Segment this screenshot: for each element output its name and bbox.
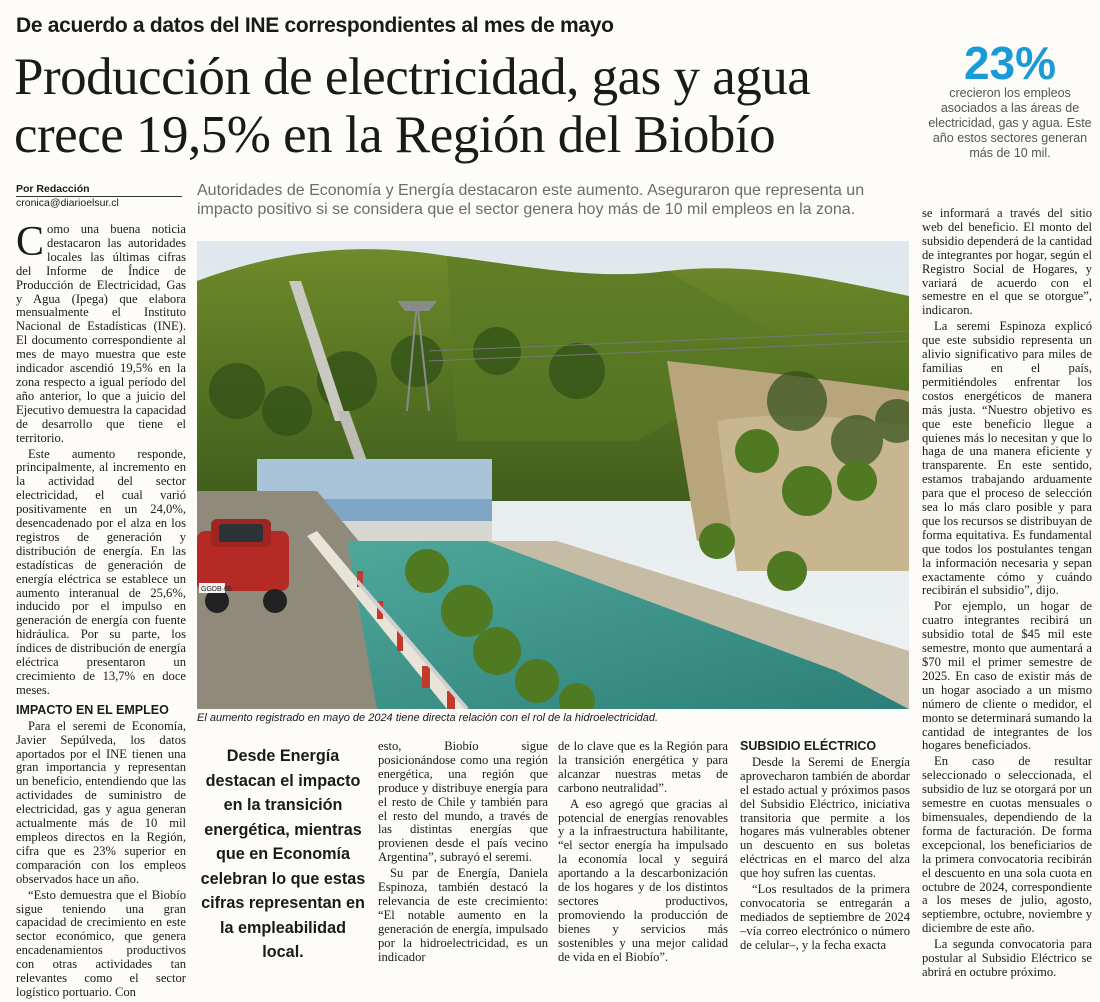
kicker: De acuerdo a datos del INE correspondientes al mes de mayo bbox=[16, 14, 614, 37]
paragraph: se informará a través del sitio web del beneficio. El monto del subsidio dependerá de la cantidad de integrantes por hogar, según el Registro Social de Hogares, y variará de acuerdo con el semestre en el que se otorgue”, indicaron. bbox=[922, 206, 1092, 318]
paragraph: En caso de resultar seleccionado o seleccionada, el subsidio de luz se otorgará por un semestre en cuotas mensuales o bimensuales, dependiendo de la forma de facturación. De forma excepcional, los beneficiarios de la primera convocatoria recibirán el descuento en una sola cuota en octubre de 2024, correspondiente a los meses de julio, agosto, septiembre, octubre, noviembre y diciembre de este año. bbox=[922, 754, 1092, 936]
paragraph: esto, Biobío sigue posicionándose como una región energética, una región que produce y distribuye energía para el resto de Chile y también para el resto del mundo, a través de las distintas energías que provienen desde el país vecino Argentina”, subrayó el seremi. bbox=[378, 739, 548, 865]
byline-divider bbox=[16, 196, 182, 197]
stat-description: crecieron los empleos asociados a las áreas de electricidad, gas y agua. Este año estos sectores generan más de 10 mil. bbox=[928, 86, 1092, 160]
article-column-5 bbox=[922, 207, 1092, 982]
paragraph: Desde la Seremi de Energía aprovecharon también de abordar el estado actual y próximos pasos del Subsidio Eléctrico, iniciativa transitoria que permite a los hogares más vulnerables obtener un descuento en sus boletas eléctricas en el marco del alza que hoy sufren las cuentas. bbox=[740, 754, 910, 881]
photo-caption: El aumento registrado en mayo de 2024 tiene directa relación con el rol de la hidroelectricidad. bbox=[197, 712, 659, 724]
paragraph: La seremi Espinoza explicó que este subsidio representa un alivio significativo para miles de familias en el país, permitiéndoles enfrentar los costos energéticos de manera más justa. “Nuestro objetivo es que este beneficio llegue a quienes más lo necesitan y que lo haga de una manera eficiente y transparente. En este sentido, estamos trabajando arduamente para que el proceso de selección sea lo más claro posible y para que los recursos se distribuyan de forma equitativa. Es fundamental que todos los postulantes tengan la información necesaria y sepan exactamente cómo y cuándo recibirán el subsidio”, dijo. bbox=[922, 319, 1092, 598]
paragraph: “Esto demuestra que el Biobío sigue teniendo una gran capacidad de crecimiento en este sector económico, que genera encadenamientos productivos con otras actividades tan relevantes como el sector logístico portuario. Con bbox=[16, 887, 186, 999]
article-column-4 bbox=[740, 740, 910, 955]
paragraph: de lo clave que es la Región para la transición energética y para alcanzar nuestras metas de carbono neutralidad”. bbox=[558, 739, 728, 795]
headline bbox=[14, 48, 914, 164]
subhead-employment: IMPACTO EN EL EMPLEO bbox=[16, 702, 169, 717]
byline-author: Por Redacción bbox=[16, 183, 90, 195]
byline-email[interactable]: cronica@diarioelsur.cl bbox=[16, 197, 119, 209]
paragraph: Para el seremi de Economía, Javier Sepúlveda, los datos aportados por el INE tienen una gran importancia y representan un beneficio, entendiendo que las actividades de suministro de electricidad, gas y agua generan actualmente más de 10 mil empleos directos en la Región, cifra que es 23% superior en comparación con los empleos observados hace un año. bbox=[16, 718, 186, 886]
paragraph: Su par de Energía, Daniela Espinoza, también destacó la relevancia de este crecimiento: “El notable aumento en la generación de energía, impulsado por la hidroelectricidad, es un indicador bbox=[378, 866, 548, 964]
hydroelectric-photo bbox=[197, 241, 909, 709]
headline-line-1: Producción de electricidad, gas y agua bbox=[14, 48, 811, 106]
deck: Autoridades de Economía y Energía destacaron este aumento. Aseguraron que representa un impacto positivo si se considera que el sector genera hoy más de 10 mil empleos en la zona. bbox=[197, 182, 865, 218]
dropcap: C bbox=[16, 219, 45, 265]
headline-line-2: crece 19,5% en la Región del Biobío bbox=[14, 106, 776, 164]
paragraph: Como una buena noticia destacaron las autoridades locales las últimas cifras del Informe de Índice de Producción de Electricidad, Gas y Agua (Ipega) que elabora mensualmente el Instituto Nacional de Estadísticas (INE). El documento correspondiente al mes de mayo muestra que este indicador ascendió 19,5% en la zona respecto a igual período del año anterior, lo que a juicio del Ejecutivo demuestra la capacidad de desarrollo que tiene el territorio. bbox=[16, 219, 186, 445]
license-plate: GGDB·65 bbox=[201, 586, 232, 593]
subhead-subsidy: SUBSIDIO ELÉCTRICO bbox=[740, 739, 877, 753]
paragraph: A eso agregó que gracias al potencial de energías renovables y a la infraestructura habilitante, “el sector energía ha impulsado la economía local y seguirá aportando a la descarbonización de los hogares y de los distintos sectores productivos, promoviendo la producción de bienes y servicios más sostenibles y una mejor calidad de vida en el Biobío”. bbox=[558, 796, 728, 964]
paragraph: “Los resultados de la primera convocatoria se entregarán a mediados de septiembre de 2024 –vía correo electrónico o número de celular–, y la fecha exacta bbox=[740, 882, 910, 952]
stat-value: 23% bbox=[963, 37, 1057, 89]
article-column-3 bbox=[558, 740, 728, 967]
pull-quote: Desde Energía destacan el impacto en la transición energética, mientras que en Economía celebran lo que estas cifras representan en la empleabilidad local. bbox=[200, 747, 366, 961]
paragraph: La segunda convocatoria para postular al Subsidio Eléctrico se abrirá en octubre próximo. bbox=[922, 937, 1092, 979]
paragraph: Por ejemplo, un hogar de cuatro integrantes recibirá un subsidio total de $45 mil este semestre, monto que aumentará a $70 mil el primer semestre de 2025. En caso de existir más de un hogar asociado a un mismo número de cliente o medidor, el monto se determinará sumando la cantidad de integrantes de los hogares beneficiados. bbox=[922, 599, 1092, 753]
article-column-1 bbox=[16, 219, 186, 1002]
paragraph: Este aumento responde, principalmente, al incremento en la actividad del sector electricidad, el cual varió positivamente en un 24,0%, desencadenado por el alza en los registros de generación y distribución de energía. En las estadísticas de generación de energía eléctrica se establece un aumento interanual de 25,6%, inducido por el impulso en generación de energía con fuente hidráulica. Por su parte, los índices de distribución de energía eléctrica presentaron un crecimiento de 13,7% en doce meses. bbox=[16, 446, 186, 697]
article-column-2 bbox=[378, 740, 548, 967]
